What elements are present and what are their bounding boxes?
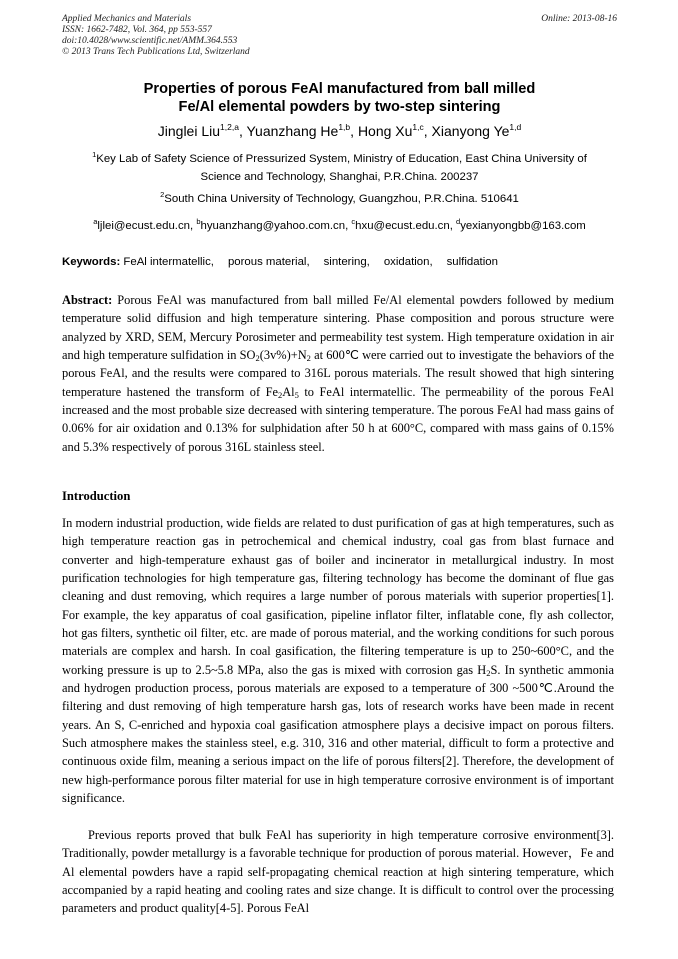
- email-superscript: b: [196, 217, 201, 226]
- subscript: 2: [277, 389, 283, 400]
- author-superscript: 1,b: [338, 122, 351, 132]
- affiliation-text: South China University of Technology, Guangzhou, P.R.China. 510641: [164, 193, 519, 205]
- title-line-1: Properties of porous FeAl manufactured from ball milled: [143, 81, 536, 97]
- affiliation-superscript: 2: [160, 190, 165, 199]
- keyword: FeAl intermatellic,: [123, 256, 214, 268]
- author-list: Jinglei Liu$^{1,2,a}$, Yuanzhang He$^{1,b}$, Hong Xu$^{1,c}$, Xianyong Ye$^{1,d}$: [157, 122, 522, 139]
- abstract-text: Al: [282, 384, 295, 399]
- email-link[interactable]: yexianyongbb@163.com: [460, 220, 586, 232]
- paper-title: [62, 80, 617, 116]
- abstract-text: at 600℃ were carried out to investigate the behaviors of the porous FeAl, and the results were compared to 316L porous materials. The result showed that high sintering temperature hastened the transform of Fe: [62, 348, 614, 399]
- section-heading-introduction: Introduction: [62, 489, 131, 503]
- abstract-label: Abstract:: [62, 293, 113, 307]
- paragraph-text: In modern industrial production, wide fields are related to dust purification of gas at high temperatures, such as high temperature reaction gas in petrochemical and chemical industry, coal gas from blast furnace and converter and high-temperature exhaust gas of boiler and incinerator in metallurgical industry. In most purification technologies for high temperature gas, filtering technology has become the dominant of flue gas cleaning and dust removing, which requires a large number of porous materials with superior properties[1]. For example, the key apparatus of coal gasification, pipeline inflator filter, inflatable cone, fly ash collector, hot gas filters, synthetic oil filter, etc. are made of porous material, and the working conditions for such porous materials are complex and harsh. In coal gasification, the filtering temperature is up to 250~600°C, and the working pressure is up to 2.5~5.8 MPa, also the gas is mixed with corrosion gas H: [62, 516, 614, 677]
- copyright-line: © 2013 Trans Tech Publications Ltd, Switzerland: [62, 47, 250, 57]
- subscript: 2: [486, 667, 491, 678]
- affiliation-1: [62, 150, 617, 186]
- keyword: porous material,: [227, 256, 310, 268]
- journal-header: [62, 14, 617, 58]
- keywords-label: Keywords:: [62, 256, 121, 268]
- issn-line: ISSN: 1662-7482, Vol. 364, pp 553-557: [62, 25, 212, 35]
- abstract-text: (3v%)+N: [259, 348, 307, 363]
- subscript: 5: [294, 389, 299, 400]
- keyword: oxidation,: [383, 256, 433, 268]
- author-name: Hong Xu: [357, 123, 413, 139]
- abstract-text: Porous FeAl was manufactured from ball milled Fe/Al elemental powders followed by medium temperature solid diffusion and high temperature sintering. Phase composition and porous structure were analyzed by XRD, SEM, Mercury Porosimeter and permeability test system. High temperature oxidation in air and high temperature sulfidation in SO: [62, 293, 614, 363]
- author-name: Yuanzhang He: [246, 123, 339, 139]
- author-superscript: 1,d: [509, 122, 522, 132]
- email-superscript: c: [351, 217, 356, 226]
- affiliation-superscript: 1: [92, 150, 97, 159]
- introduction-paragraph-2: Previous reports proved that bulk FeAl has superiority in high temperature corrosive environment[3]. Traditionally, powder metallurgy is a favorable technique for production of porous material. However，Fe and Al elemental powders have a rapid self-propagating chemical reaction at high sintering temperature, which accompanied by a rapid heating and cooling rates and size change. It is difficult to control over the processing parameters and product quality[4-5]. Porous FeAl: [62, 828, 614, 916]
- abstract: [62, 291, 614, 456]
- email-link[interactable]: ljlei@ecust.edu.cn: [97, 220, 191, 232]
- introduction-paragraph-1: [62, 514, 614, 808]
- affiliation-text: Key Lab of Safety Science of Pressurized System, Ministry of Education, East China University of: [96, 153, 587, 165]
- author-name: Xianyong Ye: [431, 123, 510, 139]
- affiliation-1-line-1: [62, 150, 617, 168]
- email-superscript: d: [456, 217, 461, 226]
- keywords: [62, 254, 617, 270]
- email-link[interactable]: hyuanzhang@yahoo.com.cn: [200, 220, 346, 232]
- author-superscript: 1,2,a: [220, 122, 239, 132]
- affiliation-1-line-2: Science and Technology, Shanghai, P.R.China. 200237: [200, 171, 479, 183]
- online-date: Online: 2013-08-16: [541, 14, 617, 24]
- email-link[interactable]: hxu@ecust.edu.cn: [355, 220, 450, 232]
- email-list: $^a$ljlei@ecust.edu.cn, $^b$hyuanzhang@yahoo.com.cn, $^c$hxu@ecust.edu.cn, $^d$yexianyongbb@163.com: [93, 217, 586, 232]
- doi-line: doi:10.4028/www.scientific.net/AMM.364.553: [62, 36, 238, 46]
- paragraph-text: S. In synthetic ammonia and hydrogen production process, porous materials are exposed to a temperature of 300 ~500℃.Around the filtering and dust removing of high temperature harsh gas, lots of research works have been made in recent years. An S, C-enriched and hypoxia coal gasification atmosphere plays a decisive impact on porous filters. Such atmosphere makes the stainless steel, e.g. 310, 316 and other material, difficult to form a protective and continuous oxide film, meaning a serious impact on the life of porous filters[2]. Therefore, the development of new high-performance porous filter material for use in high temperature corrosive environment is of important significance.: [62, 662, 615, 806]
- keyword: sulfidation: [446, 256, 498, 268]
- keyword: sintering,: [323, 256, 370, 268]
- journal-name: Applied Mechanics and Materials: [62, 14, 192, 24]
- author-superscript: 1,c: [412, 122, 424, 132]
- abstract-text: to FeAl intermatellic. The permeability of the porous FeAl increased and the most probable size decreased with sintering temperature. The porous FeAl had mass gains of 0.06% for air oxidation and 0.13% for sulphidation after 50 h at 600°C, compared with mass gains of 0.15% and 5.3% respectively of porous 316L stainless steel.: [62, 384, 614, 454]
- subscript: 2: [306, 353, 311, 364]
- affiliation-2: [62, 191, 617, 207]
- title-line-2: Fe/Al elemental powders by two-step sintering: [178, 99, 501, 115]
- email-superscript: a: [93, 217, 98, 226]
- author-name: Jinglei Liu: [157, 123, 221, 139]
- subscript: 2: [255, 353, 260, 364]
